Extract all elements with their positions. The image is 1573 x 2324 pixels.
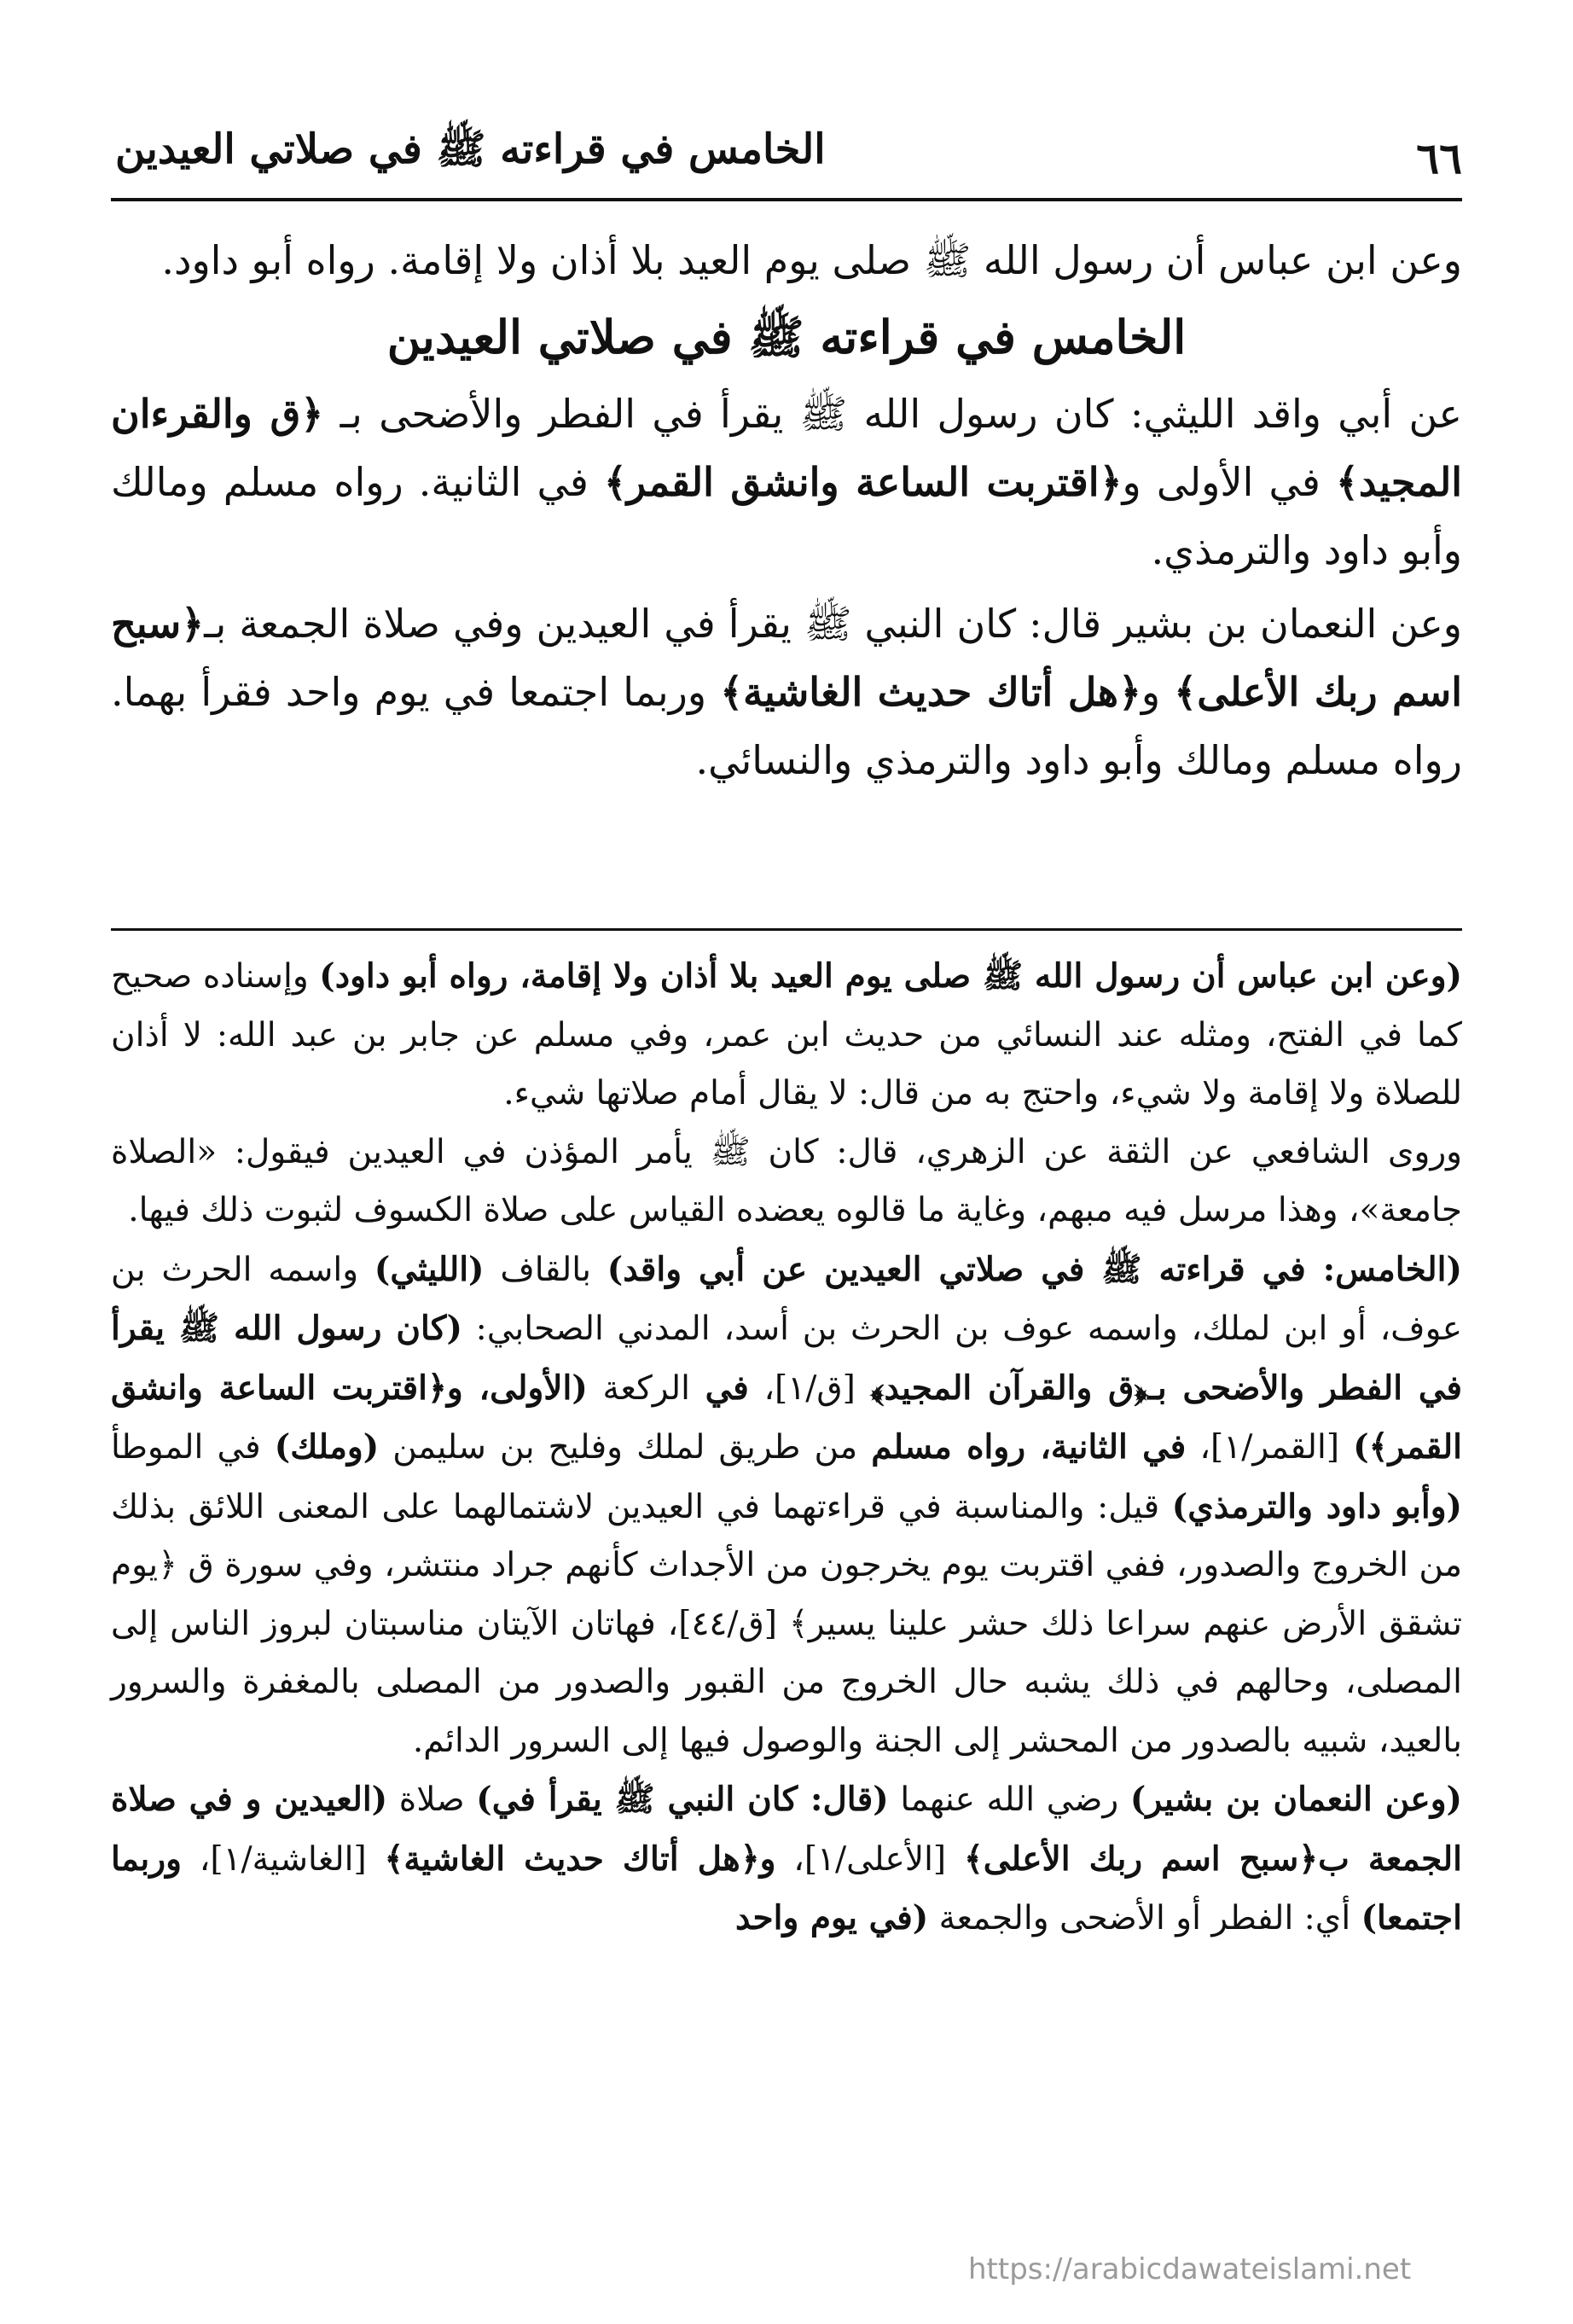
commentary-paragraph — [111, 1770, 1462, 1949]
text-run: من طريق لملك وفليح بن سليمن — [379, 1428, 872, 1467]
section-heading: الخامس في قراءته ﷺ في صلاتي العيدين — [386, 310, 1187, 364]
text-run: صلاة — [387, 1781, 477, 1819]
surah-title: ﴿اقتربت الساعة وانشق القمر﴾ — [603, 459, 1123, 505]
quoted-text: (الخامس: في قراءته ﷺ في صلاتي العيدين عن أبي واقد) — [607, 1249, 1462, 1289]
quoted-text: و﴿هل أتاك حديث الغاشية﴾ — [384, 1839, 776, 1879]
surah-title: ﴿ق والقرءان المجيد﴾ — [111, 391, 1462, 505]
text-run: في الموطأ — [111, 1428, 275, 1467]
quoted-text: في — [705, 1368, 749, 1408]
verse-reference: [الأعلى/١]، — [775, 1839, 964, 1879]
text-run: وربما اجتمعا في يوم واحد فقرأ بهما. رواه مسلم ومالك وأبو داود والترمذي والنسائي. — [111, 669, 1462, 783]
quoted-text: (الأولى، و﴿اقتربت الساعة وانشق القمر﴾) — [111, 1368, 1463, 1467]
text-run: وعن النعمان بن بشير قال: كان النبي ﷺ يقرأ في العيدين وفي صلاة الجمعة بـ — [204, 601, 1462, 647]
quoted-text: (العيدين و في صلاة الجمعة ب﴿سبح اسم ربك الأعلى﴾ — [111, 1780, 1462, 1879]
surah-title: ﴿سبح اسم ربك الأعلى﴾ — [111, 601, 1462, 715]
quoted-text: (الليثي) — [374, 1249, 485, 1289]
verse-reference: [القمر/١]، — [1186, 1428, 1354, 1467]
text-run: أي: الفطر أو الأضحى والجمعة — [928, 1899, 1361, 1938]
commentary-rule — [111, 928, 1462, 931]
text-run: الركعة — [587, 1368, 705, 1408]
verse-reference: [الغاشية/١]، — [181, 1839, 385, 1879]
quoted-text: (في يوم واحد — [735, 1898, 929, 1938]
text-run: عن أبي واقد الليثي: كان رسول الله ﷺ يقرأ في الفطر والأضحى بـ — [323, 391, 1463, 437]
quoted-text: (وعن ابن عباس أن رسول الله ﷺ صلى يوم العيد بلا أذان ولا إقامة، رواه أبو داود) — [319, 956, 1462, 996]
surah-title: ﴿هل أتاك حديث الغاشية﴾ — [720, 669, 1141, 715]
hadith-abi-waqid — [111, 380, 1462, 584]
text-run: بالقاف — [484, 1250, 607, 1289]
watermark: https://arabicdawateislami.net — [968, 2252, 1412, 2286]
quoted-text: (قال: كان النبي ﷺ يقرأ في) — [476, 1780, 889, 1819]
quoted-text: في الثانية، رواه مسلم — [871, 1427, 1187, 1467]
verse-reference: [ق/١]، — [748, 1368, 871, 1408]
text-run: و — [1141, 669, 1175, 715]
commentary-paragraph: وروى الشافعي عن الثقة عن الزهري، قال: كان ﷺ يأمر المؤذن في العيدين فيقول: «الصلاة جامعة»، وهذا مرسل فيه مبهم، وغاية ما قالوه يعضده القياس على صلاة الكسوف لثبوت ذلك فيها. — [111, 1132, 1462, 1229]
quoted-text: (كان رسول الله ﷺ يقرأ في الفطر والأضحى بـ﴿ق والقرآن المجيد﴾ — [111, 1309, 1463, 1408]
text-run: واسمه الحرث بن عوف، أو ابن لملك، واسمه عوف بن الحرث بن أسد، المدني الصحابي: — [111, 1250, 1463, 1348]
text-run: رضي الله عنهما — [888, 1781, 1130, 1819]
quoted-text: وربما اجتمعا) — [111, 1839, 1462, 1938]
text-run: في الثانية. رواه مسلم ومالك وأبو داود والترمذي. — [111, 459, 1462, 573]
page-number: ٦٦ — [1416, 133, 1462, 183]
running-title: الخامس في قراءته ﷺ في صلاتي العيدين — [115, 125, 826, 173]
quoted-text: (وعن النعمان بن بشير) — [1129, 1780, 1462, 1819]
main-text — [111, 226, 1462, 794]
page-header — [115, 124, 1462, 183]
text-run: قيل: والمناسبة في قراءتهما في العيدين لاشتمالهما على المعنى اللائق بذلك من الخروج والصدور، ففي اقتربت يوم يخرجون من الأجداث كأنهم جراد منتشر، وفي سورة ق ﴿يوم تشقق الأرض عنهم سراعا ذلك حشر علينا يسير﴾ [ق/٤٤]، فهاتان الآيتان مناسبتان لبروز الناس إلى المصلى، وحالهم في ذلك يشبه حال الخروج من القبور والصدور من المصلى بالمغفرة والسرور بالعيد، شبيه بالصدور من المحشر إلى الجنة والوصول فيها إلى السرور الدائم. — [111, 1487, 1463, 1760]
hadith-numan — [111, 590, 1462, 794]
commentary — [111, 947, 1462, 1949]
quoted-text: (وملك) — [274, 1427, 380, 1467]
commentary-paragraph — [111, 947, 1462, 1124]
text-run: وإسناده صحيح كما في الفتح، ومثله عند النسائي من حديث ابن عمر، وفي مسلم عن جابر بن عبد الله: لا أذان للصلاة ولا إقامة ولا شيء، واحتج به من قال: لا يقال أمام صلاتها شيء. — [111, 957, 1462, 1113]
quoted-text: (وأبو داود والترمذي) — [1171, 1486, 1462, 1526]
commentary-paragraph — [111, 1240, 1462, 1771]
text-run: في الأولى و — [1122, 459, 1336, 505]
header-rule — [111, 198, 1462, 201]
hadith-ibn-abbas: وعن ابن عباس أن رسول الله ﷺ صلى يوم العيد بلا أذان ولا إقامة. رواه أبو داود. — [161, 237, 1462, 283]
